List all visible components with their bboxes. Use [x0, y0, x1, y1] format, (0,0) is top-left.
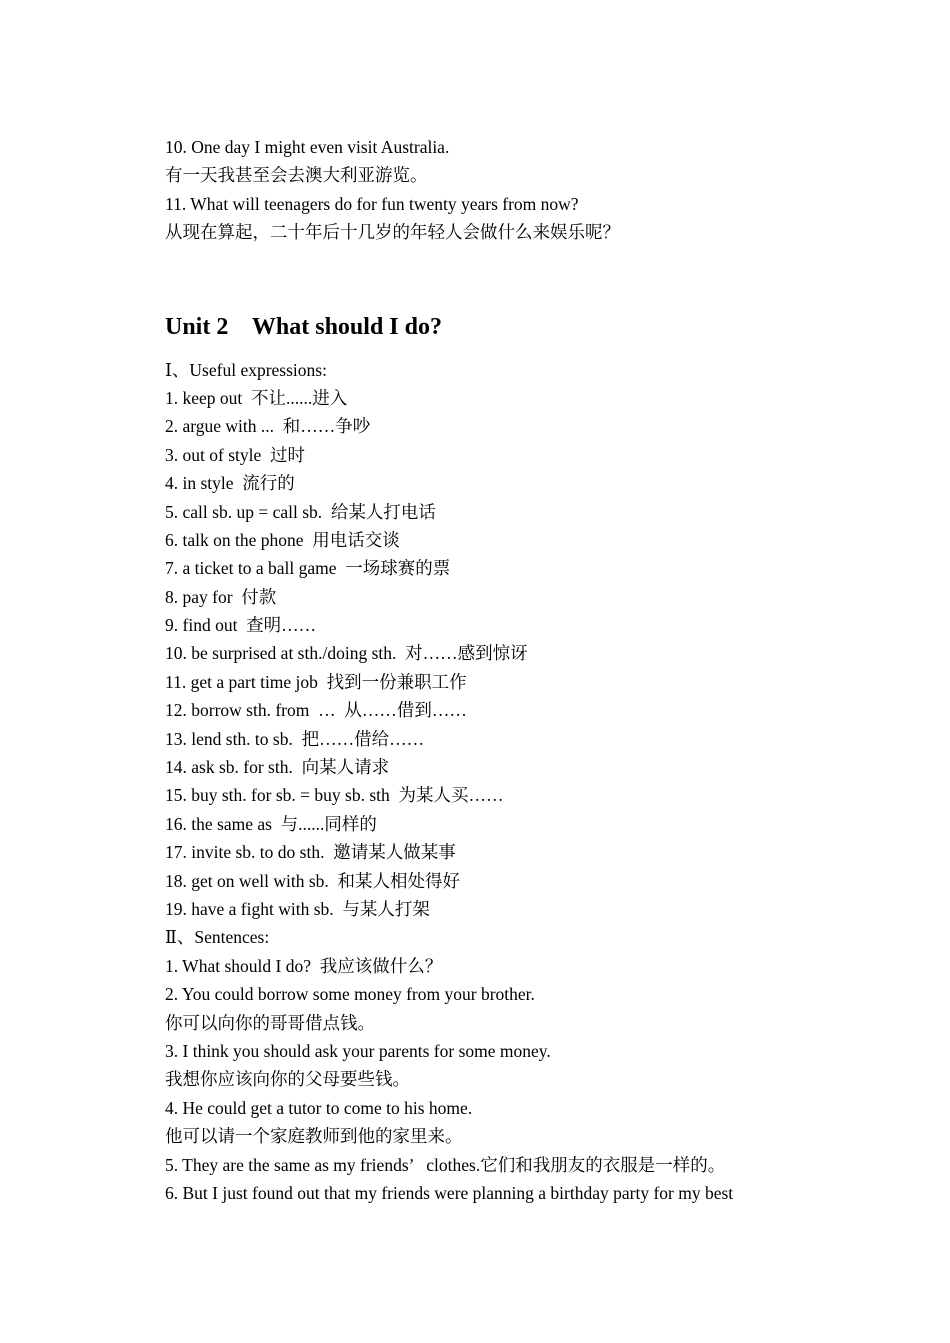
unit-heading: Unit 2 What should I do? [165, 313, 442, 340]
expression-item: 18. get on well with sb. 和某人相处得好 [165, 870, 461, 891]
sentence-line: 3. I think you should ask your parents for some money. [165, 1040, 551, 1061]
sentence-translation: 他可以请一个家庭教师到他的家里来。 [165, 1126, 463, 1147]
sentence-line: 5. They are the same as my friends’ clothes.它们和我朋友的衣服是一样的。 [165, 1154, 726, 1175]
sentence-line: 1. What should I do? 我应该做什么？ [165, 955, 443, 976]
expression-item: 5. call sb. up = call sb. 给某人打电话 [165, 501, 436, 522]
expression-item: 8. pay for 付款 [165, 586, 277, 607]
expression-item: 10. be surprised at sth./doing sth. 对……感到惊讶 [165, 643, 528, 664]
expression-item: 3. out of style 过时 [165, 444, 305, 465]
intro-line: 从现在算起，二十年后十几岁的年轻人会做什么来娱乐呢？ [165, 222, 620, 243]
expression-item: 6. talk on the phone 用电话交谈 [165, 529, 400, 550]
expression-item: 14. ask sb. for sth. 向某人请求 [165, 757, 390, 778]
sentence-translation: 你可以向你的哥哥借点钱。 [165, 1012, 375, 1033]
intro-line: 10. One day I might even visit Australia. [165, 137, 450, 157]
expression-item: 11. get a part time job 找到一份兼职工作 [165, 671, 467, 692]
expression-item: 16. the same as 与......同样的 [165, 813, 377, 834]
sentence-line: 2. You could borrow some money from your brother. [165, 984, 535, 1005]
expression-item: 1. keep out 不让......进入 [165, 387, 348, 408]
expression-item: 12. borrow sth. from … 从……借到…… [165, 700, 467, 721]
section-heading-sentences: Ⅱ、Sentences: [165, 927, 270, 948]
expression-item: 13. lend sth. to sb. 把……借给…… [165, 728, 425, 749]
intro-line: 有一天我甚至会去澳大利亚游览。 [165, 165, 428, 186]
expression-item: 15. buy sth. for sb. = buy sb. sth 为某人买…… [165, 785, 504, 806]
expression-item: 17. invite sb. to do sth. 邀请某人做某事 [165, 842, 456, 863]
sentence-translation: 我想你应该向你的父母要些钱。 [165, 1069, 410, 1090]
document-content [165, 133, 865, 1207]
expression-item: 7. a ticket to a ball game 一场球赛的票 [165, 558, 451, 579]
section-heading-expressions: Ⅰ、Useful expressions: [165, 359, 327, 380]
expression-item: 2. argue with ... 和……争吵 [165, 416, 371, 437]
sentence-line: 4. He could get a tutor to come to his home. [165, 1097, 473, 1118]
intro-line: 11. What will teenagers do for fun twenty years from now? [165, 193, 579, 214]
expression-item: 9. find out 查明…… [165, 615, 317, 636]
expression-item: 19. have a fight with sb. 与某人打架 [165, 898, 430, 919]
sentence-line: 6. But I just found out that my friends were planning a birthday party for my best [165, 1182, 734, 1203]
expression-item: 4. in style 流行的 [165, 473, 295, 494]
